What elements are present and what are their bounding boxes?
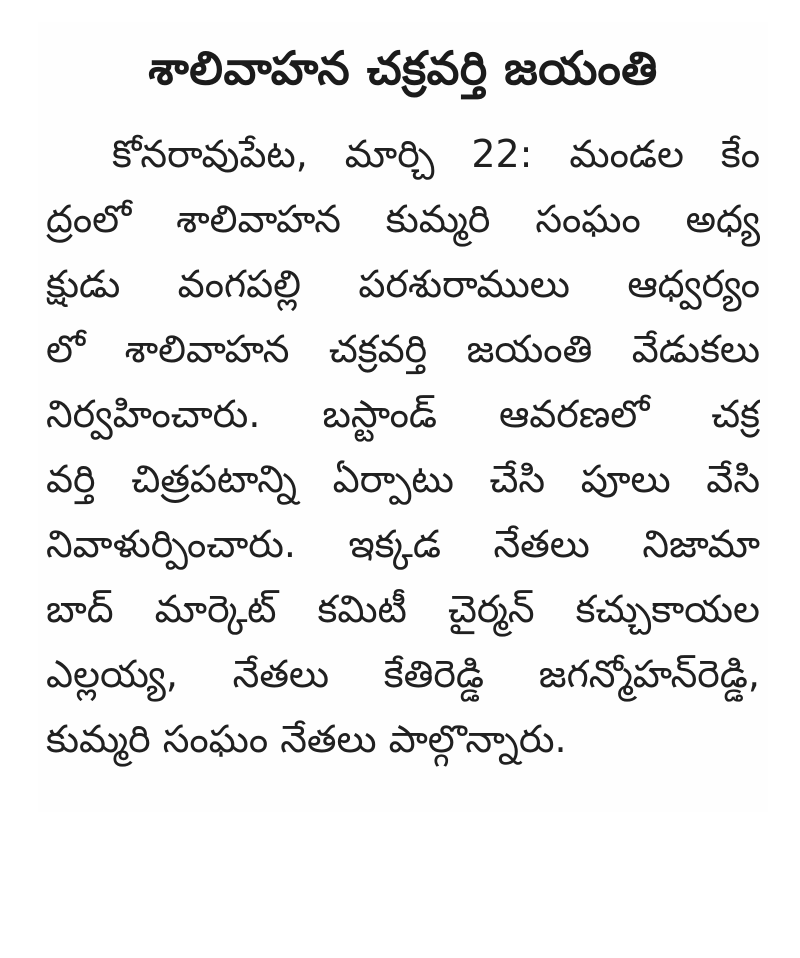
- article-line: ద్రంలో శాలివాహన కుమ్మరి సంఘం అధ్య: [46, 197, 760, 241]
- article-line: నివాళుర్పించారు. ఇక్కడ నేతలు నిజామా: [46, 522, 760, 566]
- article-line: కోనరావుపేట, మార్చి 22: మండల కేం: [112, 132, 760, 176]
- news-clipping: [38, 22, 768, 812]
- article-line: బాద్ మార్కెట్ కమిటీ చైర్మన్ కచ్చుకాయల: [46, 587, 760, 631]
- article-line: లో శాలివాహన చక్రవర్తి జయంతి వేడుకలు: [46, 327, 760, 371]
- headline: శాలివాహన చక్రవర్తి జయంతి: [148, 41, 658, 95]
- article-line: కుమ్మరి సంఘం నేతలు పాల్గొన్నారు.: [46, 717, 567, 761]
- article-line: నిర్వహించారు. బస్టాండ్ ఆవరణలో చక్ర: [46, 392, 760, 436]
- article-line: క్షుడు వంగపల్లి పరశురాములు ఆధ్వర్యం: [46, 262, 760, 306]
- article-line: ఎల్లయ్య, నేతలు కేతిరెడ్డి జగన్మోహన్‌రెడ్డి,: [46, 652, 760, 696]
- article-line: వర్తి చిత్రపటాన్ని ఏర్పాటు చేసి పూలు వేసి: [46, 457, 760, 501]
- article-body: [46, 122, 760, 772]
